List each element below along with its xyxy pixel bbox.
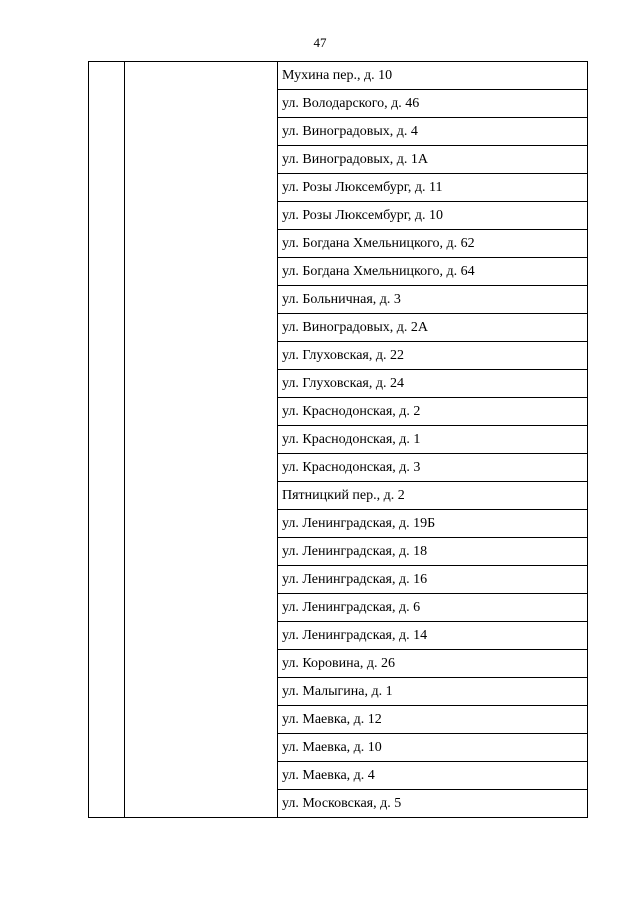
address-cell: ул. Ленинградская, д. 19Б	[278, 510, 588, 538]
address-cell: ул. Больничная, д. 3	[278, 286, 588, 314]
address-cell: ул. Розы Люксембург, д. 10	[278, 202, 588, 230]
address-cell: ул. Краснодонская, д. 1	[278, 426, 588, 454]
address-cell: ул. Виноградовых, д. 1А	[278, 146, 588, 174]
address-cell: ул. Маевка, д. 10	[278, 734, 588, 762]
address-cell: ул. Краснодонская, д. 2	[278, 398, 588, 426]
address-cell: ул. Богдана Хмельницкого, д. 64	[278, 258, 588, 286]
number-column-cell	[89, 62, 125, 818]
address-cell: ул. Маевка, д. 4	[278, 762, 588, 790]
address-cell: Мухина пер., д. 10	[278, 62, 588, 90]
address-cell: ул. Ленинградская, д. 6	[278, 594, 588, 622]
address-cell: Пятницкий пер., д. 2	[278, 482, 588, 510]
address-table-body	[89, 62, 588, 818]
district-column-cell	[125, 62, 278, 818]
address-cell: ул. Ленинградская, д. 16	[278, 566, 588, 594]
page-number: 47	[313, 35, 327, 50]
address-cell: ул. Маевка, д. 12	[278, 706, 588, 734]
address-cell: ул. Малыгина, д. 1	[278, 678, 588, 706]
address-cell: ул. Розы Люксембург, д. 11	[278, 174, 588, 202]
address-cell: ул. Виноградовых, д. 4	[278, 118, 588, 146]
address-cell: ул. Ленинградская, д. 14	[278, 622, 588, 650]
address-cell: ул. Московская, д. 5	[278, 790, 588, 818]
address-table	[88, 61, 588, 818]
address-cell: ул. Глуховская, д. 24	[278, 370, 588, 398]
address-cell: ул. Виноградовых, д. 2А	[278, 314, 588, 342]
address-cell: ул. Краснодонская, д. 3	[278, 454, 588, 482]
table-row	[89, 62, 588, 90]
address-cell: ул. Коровина, д. 26	[278, 650, 588, 678]
address-cell: ул. Глуховская, д. 22	[278, 342, 588, 370]
address-cell: ул. Володарского, д. 46	[278, 90, 588, 118]
address-cell: ул. Ленинградская, д. 18	[278, 538, 588, 566]
address-cell: ул. Богдана Хмельницкого, д. 62	[278, 230, 588, 258]
